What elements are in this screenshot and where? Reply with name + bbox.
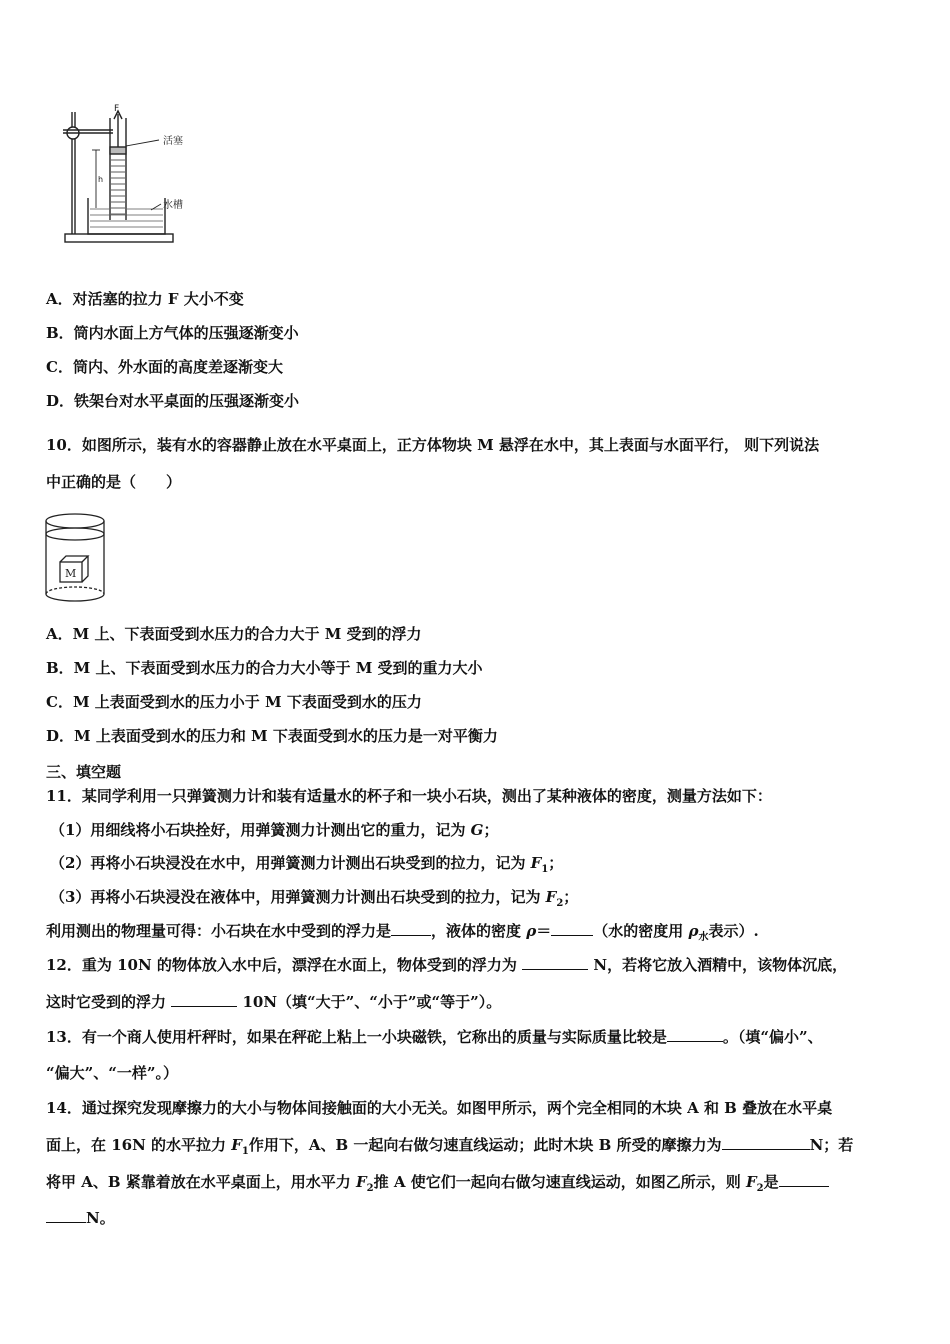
section-heading: 三、填空题 xyxy=(46,763,122,781)
q11-stem: 11．某同学利用一只弹簧测力计和装有适量水的杯子和一块小石块，测出了某种液体的密度，测量方法如下： xyxy=(46,787,772,805)
q11-step1: （1）用细线将小石块拴好，用弹簧测力计测出它的重力，记为 G； xyxy=(50,821,499,839)
answer-blank-friction[interactable] xyxy=(722,1135,810,1150)
cube-label: M xyxy=(65,567,77,580)
h-label: h xyxy=(98,175,104,184)
q10-option-b: B．M 上、下表面受到水压力的合力大小等于 M 受到的重力大小 xyxy=(46,659,483,677)
answer-blank-buoyancy[interactable] xyxy=(391,921,431,936)
q14-line1: 14．通过探究发现摩擦力的大小与物体间接触面的大小无关。如图甲所示，两个完全相同的木块 A 和 B 叠放在水平桌 xyxy=(46,1099,833,1117)
answer-blank-push-force[interactable] xyxy=(779,1172,829,1187)
q12-line2: 这时它受到的浮力 10N（填“大于”、“小于”或“等于”）。 xyxy=(46,993,502,1011)
q14-line3: 将甲 A、B 紧靠着放在水平桌面上，用水平力 $F_2$推 A 使它们一起向右做匀速直线运动，如图乙所示，则 $F_2$是 xyxy=(46,1172,829,1199)
q9-option-c: C．筒内、外水面的高度差逐渐变大 xyxy=(46,358,283,376)
q13-line2: “偏大”、“一样”。） xyxy=(46,1064,179,1082)
q12-line1: 12．重为 10N 的物体放入水中后，漂浮在水面上，物体受到的浮力为 N，若将它放入酒精中，该物体沉底， xyxy=(46,956,848,974)
q10-option-a: A．M 上、下表面受到水压力的合力大于 M 受到的浮力 xyxy=(46,625,422,643)
q10-option-c: C．M 上表面受到水的压力小于 M 下表面受到水的压力 xyxy=(46,693,422,711)
figure-retort-stand xyxy=(55,100,205,248)
q10-stem-line1: 10．如图所示，装有水的容器静止放在水平桌面上，正方体物块 M 悬浮在水中，其上表面与水面平行， 则下列说法 xyxy=(46,436,820,454)
trough-label: 水槽 xyxy=(163,200,183,211)
q10-stem-line2: 中正确的是（ ） xyxy=(46,473,182,491)
q9-option-d: D．铁架台对水平桌面的压强逐渐变小 xyxy=(46,392,300,410)
answer-blank-density[interactable] xyxy=(551,921,593,936)
q13-line1: 13．有一个商人使用杆秤时，如果在秤砣上粘上一小块磁铁，它称出的质量与实际质量比较是 。（填“偏小”、 xyxy=(46,1028,823,1046)
force-label: F xyxy=(114,104,120,114)
answer-blank-mass[interactable] xyxy=(667,1027,723,1042)
q9-option-b: B．筒内水面上方气体的压强逐渐变小 xyxy=(46,324,299,342)
q10-option-d: D．M 上表面受到水的压力和 M 下表面受到水的压力是一对平衡力 xyxy=(46,727,498,745)
q11-step3: （3）再将小石块浸没在液体中，用弹簧测力计测出石块受到的拉力，记为 $F_2$； xyxy=(50,888,579,909)
piston-label: 活塞 xyxy=(163,136,183,147)
answer-blank-push-force-cont[interactable] xyxy=(46,1208,86,1223)
q11-final: 利用测出的物理量可得：小石块在水中受到的浮力是 ，液体的密度 ρ＝ （水的密度用 $\rho_水$表示）. xyxy=(46,922,759,943)
q9-option-a: A．对活塞的拉力 F 大小不变 xyxy=(46,290,244,308)
q11-step2: （2）再将小石块浸没在水中，用弹簧测力计测出石块受到的拉力，记为 $F_1$； xyxy=(50,854,564,875)
answer-blank-float-force[interactable] xyxy=(522,955,588,970)
q14-line4: N。 xyxy=(46,1208,115,1228)
q14-line2: 面上，在 16N 的水平拉力 $F_1$作用下，A、B 一起向右做匀速直线运动；此时木块 B 所受的摩擦力为 N；若 xyxy=(46,1136,854,1157)
figure-container-cube xyxy=(42,510,108,606)
answer-blank-compare[interactable] xyxy=(171,992,237,1007)
